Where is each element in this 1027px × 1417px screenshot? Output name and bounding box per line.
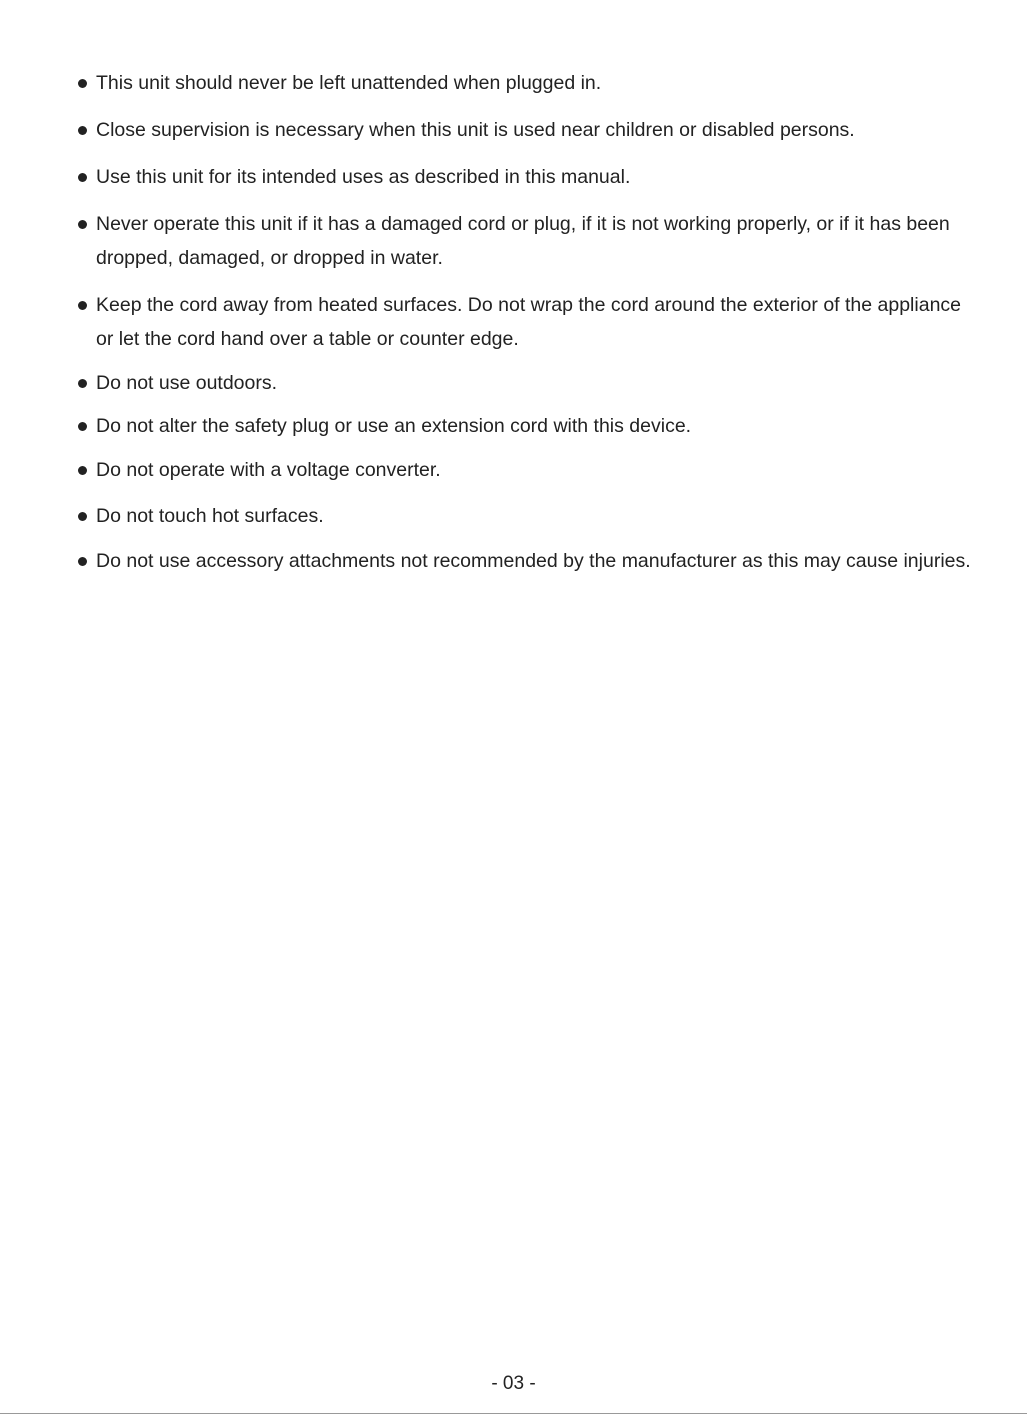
bullet-icon — [78, 512, 87, 521]
list-item — [76, 453, 976, 487]
page-number: - 03 - — [491, 1373, 536, 1394]
bullet-icon — [78, 126, 87, 135]
list-item — [76, 499, 976, 533]
list-item — [76, 366, 976, 400]
safety-instructions-list — [76, 66, 976, 578]
bullet-icon — [78, 466, 87, 475]
bullet-icon — [78, 173, 87, 182]
list-item-text: Keep the cord away from heated surfaces. Do not wrap the cord around the exterior of the appliance or let the cord hand over a table or counter edge. — [96, 294, 962, 350]
list-item — [76, 113, 976, 147]
bullet-icon — [78, 301, 87, 310]
list-item — [76, 288, 976, 356]
list-item — [76, 409, 976, 443]
list-item-text: Do not touch hot surfaces. — [96, 505, 324, 527]
list-item — [76, 207, 976, 275]
bullet-icon — [78, 220, 87, 229]
list-item-text: Do not use outdoors. — [96, 372, 278, 394]
list-item-text: Do not alter the safety plug or use an extension cord with this device. — [96, 415, 692, 437]
list-item-text: Close supervision is necessary when this unit is used near children or disabled persons. — [96, 119, 855, 141]
bottom-divider — [0, 1413, 1027, 1414]
list-item — [76, 160, 976, 194]
bullet-icon — [78, 557, 87, 566]
list-item-text: Never operate this unit if it has a damaged cord or plug, if it is not working properly, or if it has been dropped, damaged, or dropped in water. — [96, 213, 950, 269]
bullet-icon — [78, 422, 87, 431]
bullet-icon — [78, 79, 87, 88]
list-item-text: Do not use accessory attachments not recommended by the manufacturer as this may cause injuries. — [96, 550, 971, 572]
list-item-text: Do not operate with a voltage converter. — [96, 459, 441, 481]
list-item-text: Use this unit for its intended uses as described in this manual. — [96, 166, 631, 188]
list-item — [76, 66, 976, 100]
list-item-text: This unit should never be left unattended when plugged in. — [96, 72, 602, 94]
bullet-icon — [78, 379, 87, 388]
list-item — [76, 544, 976, 578]
